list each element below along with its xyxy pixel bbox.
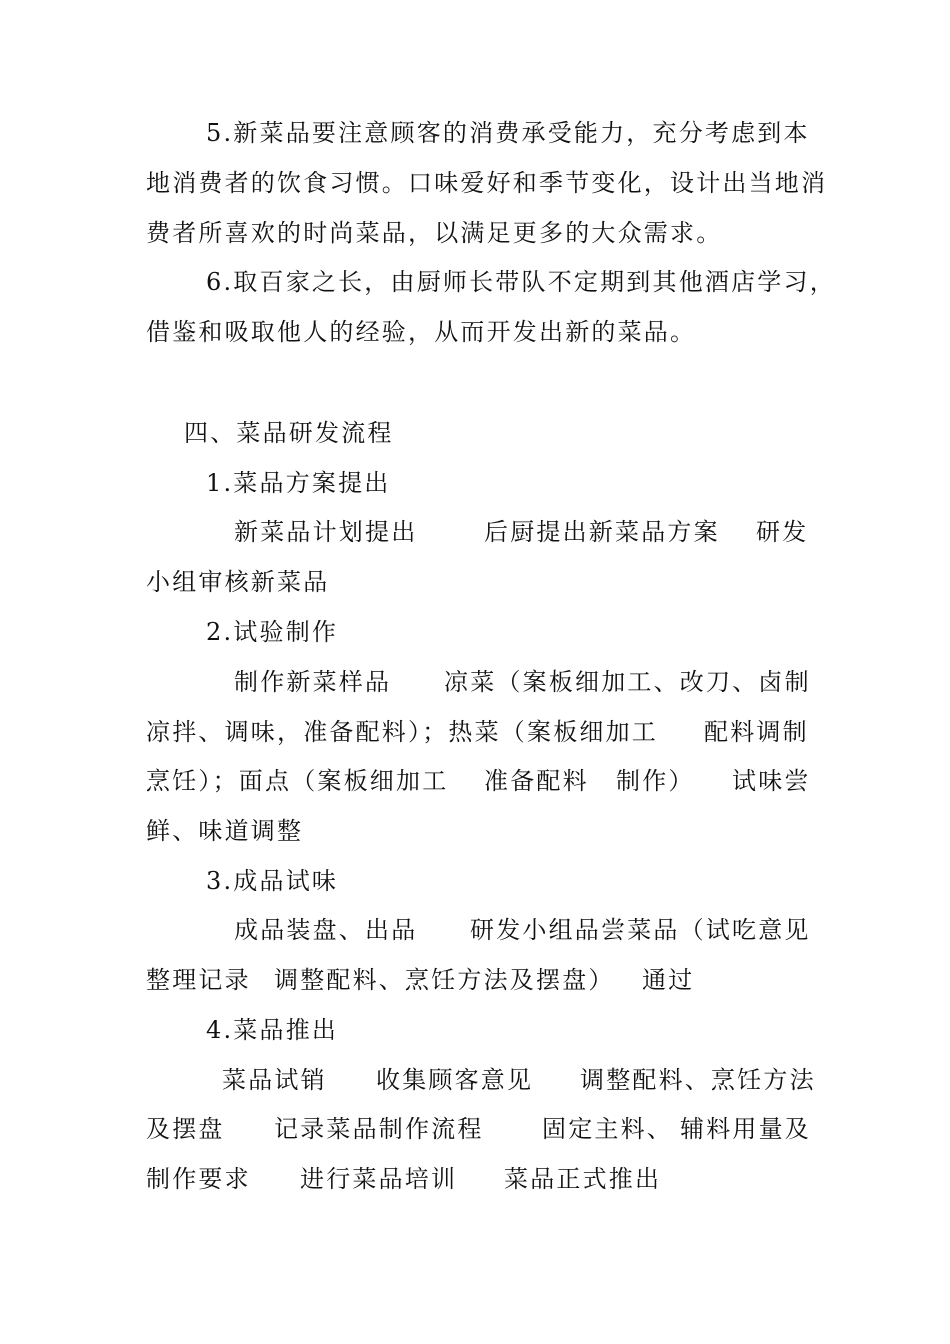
- step2-flow-line-4: 鲜、味道调整: [146, 817, 304, 845]
- flow-text: 新菜品计划提出: [234, 518, 418, 546]
- flow-text: 研发小组品尝菜品（试吃意见: [470, 916, 811, 944]
- flow-text: 烹饪）；面点（案板细加工: [146, 767, 449, 795]
- flow-text: 成品装盘、出品: [234, 916, 418, 944]
- step4-flow-line-3: [0, 1164, 662, 1314]
- step1-flow-line-2: 小组审核新菜品: [146, 568, 330, 596]
- flow-text: 研发: [756, 518, 809, 546]
- flow-text: 收集顾客意见: [376, 1066, 534, 1094]
- section-heading: 四、菜品研发流程: [184, 419, 394, 447]
- flow-text: 菜品正式推出: [504, 1165, 662, 1193]
- flow-text: 记录菜品制作流程: [274, 1115, 484, 1143]
- step2-heading: 2.试验制作: [206, 618, 339, 646]
- flow-text: 固定主料、: [542, 1115, 673, 1143]
- para6-line-1: 6.取百家之长，由厨师长带队不定期到其他酒店学习，: [206, 268, 836, 296]
- flow-text: 凉拌、调味，准备配料）；热菜（案板细加工: [146, 718, 658, 746]
- step4-heading: 4.菜品推出: [206, 1016, 339, 1044]
- flow-text: 整理记录: [146, 966, 251, 994]
- para6-line-2: 借鉴和吸取他人的经验，从而开发出新的菜品。: [146, 318, 697, 346]
- flow-text: 制作要求: [146, 1165, 251, 1193]
- flow-text: 通过: [642, 966, 695, 994]
- para5-line-2: 地消费者的饮食习惯。口味爱好和季节变化，设计出当地消: [146, 169, 828, 197]
- flow-text: 制作）: [616, 767, 695, 795]
- step1-heading: 1.菜品方案提出: [206, 469, 391, 497]
- flow-text: 制作新菜样品: [234, 668, 392, 696]
- flow-text: 调整配料、烹饪方法: [580, 1066, 816, 1094]
- flow-text: 后厨提出新菜品方案: [484, 518, 720, 546]
- flow-text: 辅料用量及: [680, 1115, 811, 1143]
- para5-line-1: 5.新菜品要注意顾客的消费承受能力，充分考虑到本: [206, 119, 810, 147]
- step3-heading: 3.成品试味: [206, 867, 339, 895]
- flow-text: 凉菜（案板细加工、改刀、卤制: [444, 668, 811, 696]
- para5-line-3: 费者所喜欢的时尚菜品，以满足更多的大众需求。: [146, 219, 723, 247]
- flow-text: 试味尝: [732, 767, 811, 795]
- flow-text: 配料调制: [704, 718, 809, 746]
- flow-text: 调整配料、烹饪方法及摆盘）: [274, 966, 615, 994]
- flow-text: 准备配料: [484, 767, 589, 795]
- flow-text: 及摆盘: [146, 1115, 225, 1143]
- flow-text: 进行菜品培训: [300, 1165, 458, 1193]
- flow-text: 菜品试销: [222, 1066, 327, 1094]
